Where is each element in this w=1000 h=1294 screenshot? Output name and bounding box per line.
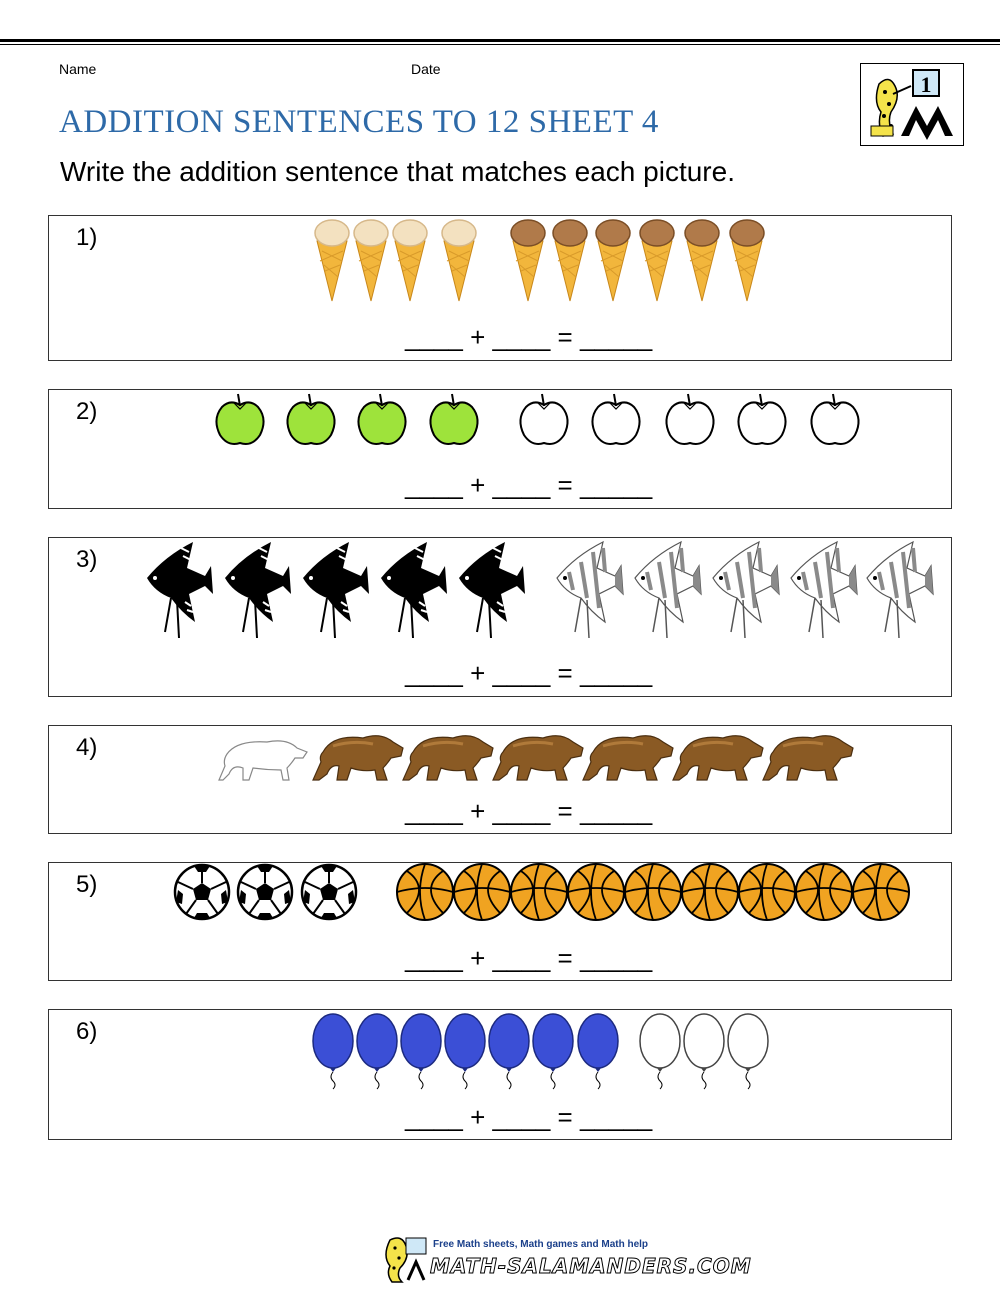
brown-bear-icon: [583, 736, 673, 780]
black-angelfish-icon: [459, 542, 525, 638]
basketball-icon: [739, 864, 795, 920]
vanilla-cone-icon: [354, 220, 388, 301]
answer-sentence[interactable]: ____ + ____ = _____: [405, 658, 653, 688]
question-number: 4): [76, 734, 98, 761]
question-2: [48, 389, 952, 509]
question-4: [48, 725, 952, 834]
basketball-icon: [454, 864, 510, 920]
blue-balloon-icon: [313, 1014, 353, 1089]
brown-bear-icon: [673, 736, 763, 780]
question-number: 1): [76, 224, 98, 251]
basketball-icon: [853, 864, 909, 920]
question-number: 6): [76, 1018, 98, 1045]
question-6: [48, 1009, 952, 1140]
basketball-icon: [625, 864, 681, 920]
footer-branding[interactable]: [378, 1234, 752, 1284]
basketball-icon: [397, 864, 453, 920]
vanilla-cone-icon: [315, 220, 349, 301]
footer-brand-logo: MATH-SALAMANDERS.COM: [430, 1254, 752, 1278]
answer-sentence[interactable]: ____ + ____ = _____: [405, 943, 653, 973]
white-apple-icon: [738, 394, 785, 444]
question-1: [48, 215, 952, 361]
salamander-mascot-icon: [378, 1234, 430, 1284]
question-5: [48, 862, 952, 981]
brown-bear-icon: [313, 736, 403, 780]
basketball-icon: [568, 864, 624, 920]
brown-bear-icon: [763, 736, 853, 780]
blue-balloon-icon: [578, 1014, 618, 1089]
vanilla-cone-icon: [393, 220, 427, 301]
logo-number: 1: [920, 72, 932, 97]
question-number: 5): [76, 871, 98, 898]
blue-balloon-icon: [533, 1014, 573, 1089]
black-angelfish-icon: [381, 542, 447, 638]
white-balloon-icon: [640, 1014, 680, 1089]
instructions: Write the addition sentence that matches each picture.: [60, 156, 735, 187]
page-title: ADDITION SENTENCES TO 12 SHEET 4: [59, 104, 659, 140]
striped-angelfish-icon: [791, 542, 857, 638]
black-angelfish-icon: [303, 542, 369, 638]
chocolate-cone-icon: [553, 220, 587, 301]
striped-angelfish-icon: [557, 542, 623, 638]
question-3: [48, 537, 952, 697]
salamander-logo: [860, 63, 964, 146]
salamander-logo-icon: [861, 64, 963, 145]
question-number: 2): [76, 398, 98, 425]
chocolate-cone-icon: [640, 220, 674, 301]
white-apple-icon: [811, 394, 858, 444]
brown-bear-icon: [403, 736, 493, 780]
name-label: Name: [59, 61, 97, 77]
answer-sentence[interactable]: ____ + ____ = _____: [405, 796, 653, 826]
green-apple-icon: [287, 394, 334, 444]
white-balloon-icon: [728, 1014, 768, 1089]
chocolate-cone-icon: [596, 220, 630, 301]
striped-angelfish-icon: [713, 542, 779, 638]
chocolate-cone-icon: [511, 220, 545, 301]
green-apple-icon: [430, 394, 477, 444]
blue-balloon-icon: [445, 1014, 485, 1089]
soccer-ball-icon: [175, 865, 229, 919]
brown-bear-icon: [493, 736, 583, 780]
footer-tagline: Free Math sheets, Math games and Math help: [433, 1239, 649, 1250]
basketball-icon: [796, 864, 852, 920]
chocolate-cone-icon: [685, 220, 719, 301]
basketball-icon: [511, 864, 567, 920]
green-apple-icon: [358, 394, 405, 444]
chocolate-cone-icon: [730, 220, 764, 301]
blue-balloon-icon: [401, 1014, 441, 1089]
polar-bear-icon: [219, 741, 307, 780]
answer-sentence[interactable]: ____ + ____ = _____: [405, 470, 653, 500]
white-apple-icon: [666, 394, 713, 444]
white-balloon-icon: [684, 1014, 724, 1089]
soccer-ball-icon: [238, 865, 292, 919]
basketball-icon: [682, 864, 738, 920]
vanilla-cone-icon: [442, 220, 476, 301]
white-apple-icon: [592, 394, 639, 444]
answer-sentence[interactable]: ____ + ____ = _____: [405, 322, 653, 352]
black-angelfish-icon: [147, 542, 213, 638]
black-angelfish-icon: [225, 542, 291, 638]
striped-angelfish-icon: [867, 542, 933, 638]
date-label: Date: [411, 61, 441, 77]
top-rule: [0, 39, 1000, 45]
soccer-ball-icon: [302, 865, 356, 919]
white-apple-icon: [520, 394, 567, 444]
answer-sentence[interactable]: ____ + ____ = _____: [405, 1102, 653, 1132]
striped-angelfish-icon: [635, 542, 701, 638]
blue-balloon-icon: [489, 1014, 529, 1089]
green-apple-icon: [216, 394, 263, 444]
question-number: 3): [76, 546, 98, 573]
blue-balloon-icon: [357, 1014, 397, 1089]
